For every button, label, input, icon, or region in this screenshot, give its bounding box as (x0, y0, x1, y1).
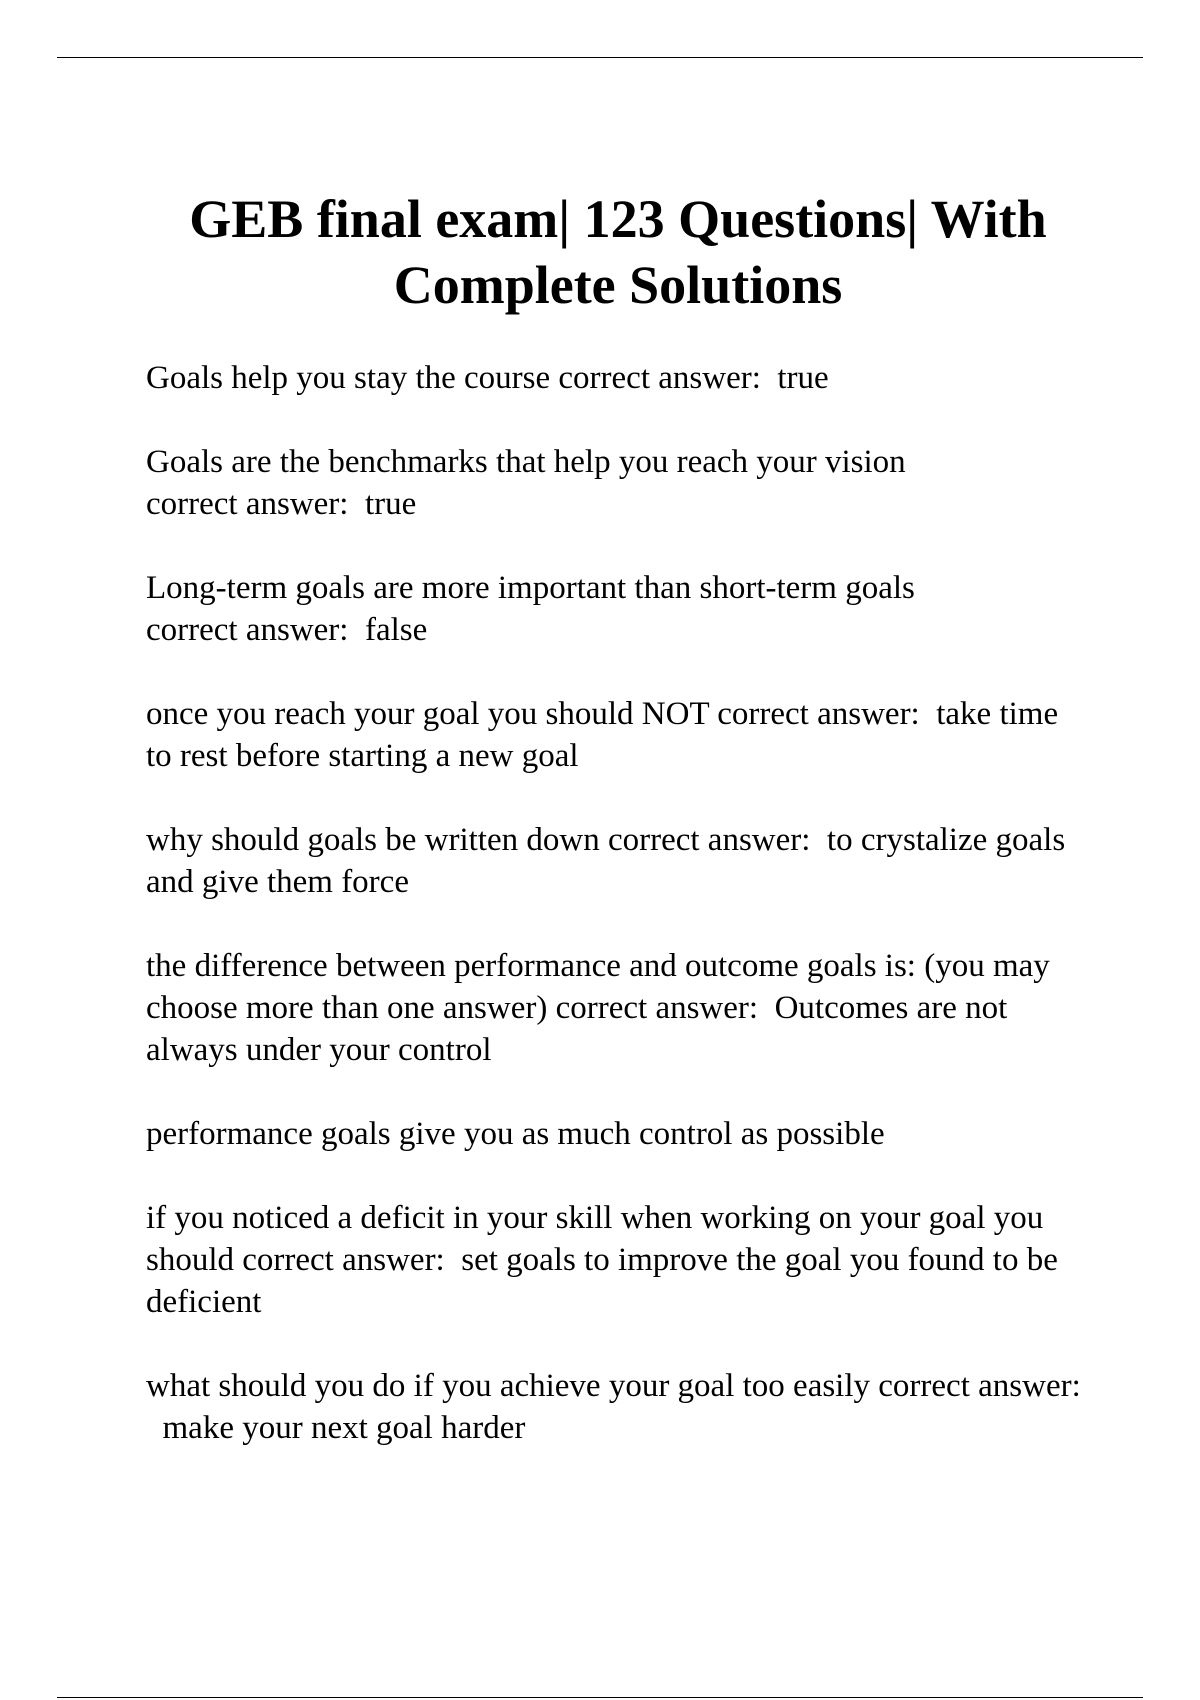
qa-item-8 (146, 1197, 1086, 1323)
top-rule (57, 57, 1143, 58)
qa-item-2 (146, 441, 1086, 525)
answer-text: true (364, 486, 417, 522)
qa-item-9 (146, 1365, 1086, 1449)
statement-text: performance goals give you as much control as possible (146, 1116, 885, 1152)
answer-text: set goals to improve the goal you found to be deficient (146, 1242, 1058, 1320)
qa-item-7 (146, 1113, 1086, 1155)
answer-text: make your next goal harder (162, 1410, 526, 1446)
question-text: Goals help you stay the course (146, 360, 551, 396)
qa-item-3 (146, 567, 1086, 651)
question-answer-list (146, 357, 1086, 1491)
question-text: what should you do if you achieve your goal too easily (146, 1368, 871, 1404)
qa-item-1 (146, 357, 1086, 399)
answer-text: Outcomes are not always under your control (146, 990, 1008, 1068)
question-text: the difference between performance and outcome goals is: (you may choose more than one answer) (146, 948, 1050, 1026)
answer-marker: correct answer: (146, 612, 349, 648)
title-line-1: GEB final exam| 123 Questions| With (189, 189, 1047, 249)
document-title (100, 186, 1136, 318)
question-text: Goals are the benchmarks that help you reach your vision (146, 444, 906, 480)
qa-item-6 (146, 945, 1086, 1071)
qa-item-4 (146, 693, 1086, 777)
answer-marker: correct answer: (146, 486, 349, 522)
question-text: why should goals be written down (146, 822, 600, 858)
answer-text: false (364, 612, 428, 648)
title-line-2: Complete Solutions (393, 255, 843, 315)
bottom-rule (57, 1697, 1143, 1698)
answer-text: take time to rest before starting a new goal (146, 696, 1059, 774)
question-text: if you noticed a deficit in your skill when working on your goal you should (146, 1200, 1044, 1278)
answer-text: to crystalize goals and give them force (146, 822, 1066, 900)
answer-text: true (777, 360, 829, 396)
question-text: Long-term goals are more important than short-term goals (146, 570, 915, 606)
question-text: once you reach your goal you should NOT (146, 696, 710, 732)
qa-item-5 (146, 819, 1086, 903)
answer-marker: correct answer: (717, 696, 920, 732)
answer-marker: correct answer: (242, 1242, 445, 1278)
answer-marker: correct answer: (607, 822, 811, 858)
answer-marker: correct answer: (878, 1368, 1081, 1404)
answer-marker: correct answer: (558, 360, 761, 396)
answer-marker: correct answer: (555, 990, 759, 1026)
